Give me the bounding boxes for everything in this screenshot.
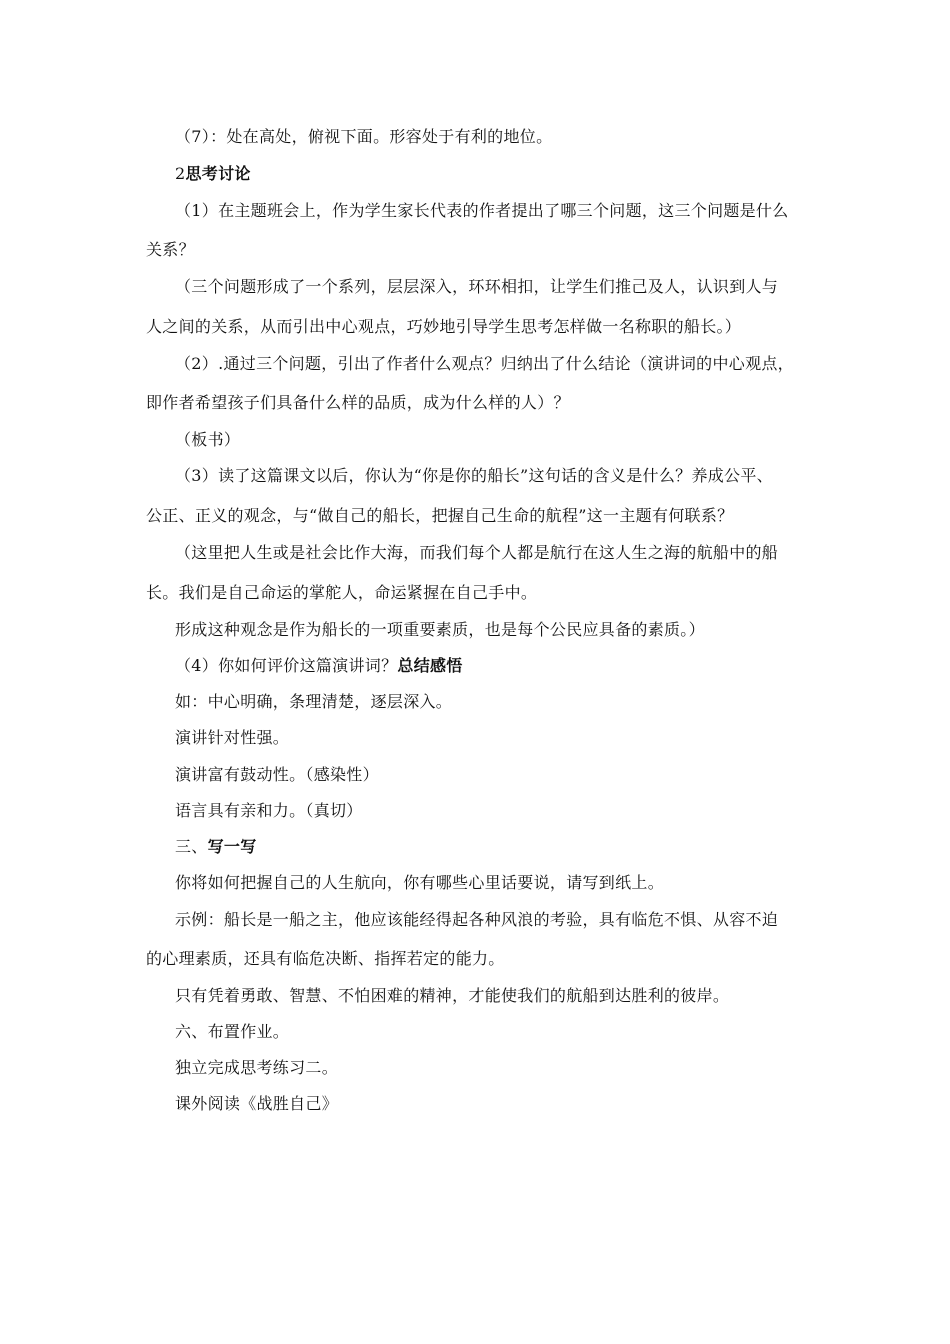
evaluation-4: 语言具有亲和力。（真切） [175,801,363,820]
write-prompt: 你将如何把握自己的人生航向，你有哪些心里话要说，请写到纸上。 [175,873,665,892]
section-title: 思考讨论 [185,164,251,183]
answer-3-line-1: （这里把人生或是社会比作大海，而我们每个人都是航行在这人生之海的航船中的船 [175,543,779,562]
evaluation-2: 演讲针对性强。 [175,728,290,747]
question-3-line-1: （3）读了这篇课文以后，你认为“你是你的船长”这句话的含义是什么？养成公平、 [175,466,773,485]
answer-3-line-3: 形成这种观念是作为船长的一项重要素质，也是每个公民应具备的素质。） [175,620,705,639]
example-line-1: 示例：船长是一船之主，他应该能经得起各种风浪的考验，具有临危不惧、从容不迫 [175,910,779,929]
evaluation-3: 演讲富有鼓动性。（感染性） [175,765,379,784]
question-4 [175,656,463,676]
question-4-text: （4）你如何评价这篇演讲词？ [175,656,398,675]
answer-1-line-2: 人之间的关系，从而引出中心观点，巧妙地引导学生思考怎样做一名称职的船长。） [146,317,742,336]
section-heading-discussion [175,164,251,184]
question-2-line-2: 即作者希望孩子们具备什么样的品质，成为什么样的人）？ [146,393,570,412]
evaluation-1: 如：中心明确，条理清楚，逐层深入。 [175,692,453,711]
summary-heading: 总结感悟 [397,656,463,675]
definition-7: （7）：处在高处，俯视下面。形容处于有利的地位。 [175,127,553,146]
example-line-2: 的心理素质，还具有临危决断、指挥若定的能力。 [146,949,505,968]
answer-3-line-2: 长。我们是自己命运的掌舵人，命运紧握在自己手中。 [146,583,538,602]
homework-item-2: 课外阅读《战胜自己》 [175,1094,339,1113]
section-write-number: 三、 [175,837,208,856]
section-heading-homework: 六、布置作业。 [175,1022,290,1041]
question-1-line-1: （1）在主题班会上，作为学生家长代表的作者提出了哪三个问题，这三个问题是什么 [175,201,789,220]
section-write-title: 写一写 [207,837,257,856]
answer-1-line-1: （三个问题形成了一个系列，层层深入，环环相扣，让学生们推己及人，认识到人与 [175,277,779,296]
section-number: 2 [175,164,186,183]
question-2-line-1: （2）.通过三个问题，引出了作者什么观点？归纳出了什么结论（演讲词的中心观点， [175,354,794,373]
example-line-3: 只有凭着勇敢、智慧、不怕困难的精神，才能使我们的航船到达胜利的彼岸。 [175,986,730,1005]
board-note: （板书） [175,430,241,449]
homework-item-1: 独立完成思考练习二。 [175,1058,339,1077]
question-3-line-2: 公正、正义的观念，与“做自己的船长，把握自己生命的航程”这一主题有何联系？ [146,506,734,525]
question-1-line-2: 关系？ [146,240,195,259]
section-heading-write [175,837,257,857]
